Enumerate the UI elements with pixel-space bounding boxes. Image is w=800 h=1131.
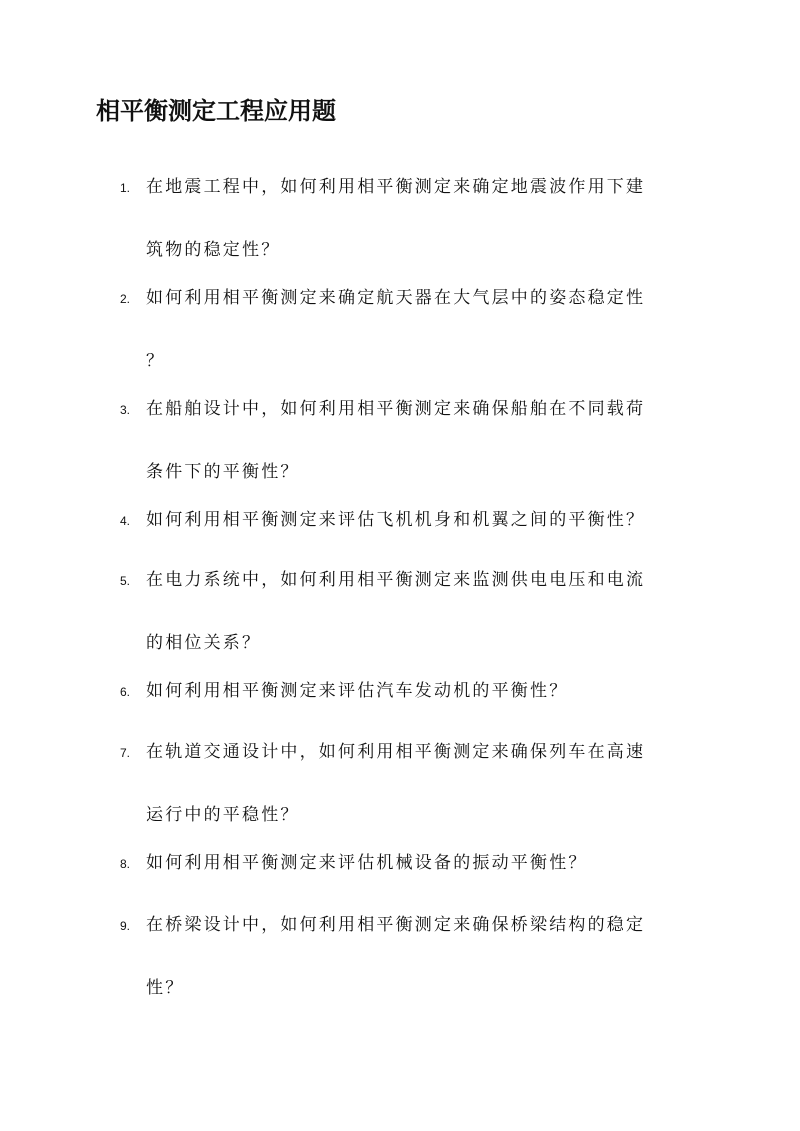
question-number: 3. [120, 403, 131, 417]
question-text-line: 在地震工程中，如何利用相平衡测定来确定地震波作用下建 [146, 177, 646, 197]
question-number: 8. [120, 857, 131, 871]
question-number: 6. [120, 685, 131, 699]
question-text-line: 在轨道交通设计中，如何利用相平衡测定来确保列车在高速 [146, 742, 646, 762]
question-text-line: 的相位关系？ [146, 633, 262, 653]
question-text-line: 性？ [146, 978, 185, 998]
question-text [146, 738, 706, 830]
question-text-line: 筑物的稳定性？ [146, 240, 281, 260]
question-text [146, 284, 706, 376]
question-number: 5. [120, 574, 131, 588]
question-text-line: 如何利用相平衡测定来评估飞机机身和机翼之间的平衡性？ [146, 510, 646, 530]
question-text-line: 条件下的平衡性？ [146, 462, 300, 482]
question-text-line: 在电力系统中，如何利用相平衡测定来监测供电电压和电流 [146, 570, 646, 590]
question-text-line: 如何利用相平衡测定来确定航天器在大气层中的姿态稳定性 [146, 288, 646, 308]
document-title: 相平衡测定工程应用题 [96, 96, 336, 125]
question-text-line: 运行中的平稳性？ [146, 805, 300, 825]
question-text-line: 在船舶设计中，如何利用相平衡测定来确保船舶在不同载荷 [146, 399, 646, 419]
question-text-line: 如何利用相平衡测定来评估汽车发动机的平衡性？ [146, 681, 569, 701]
question-text-line: 如何利用相平衡测定来评估机械设备的振动平衡性？ [146, 853, 588, 873]
question-text [146, 566, 706, 658]
question-text-line: 在桥梁设计中，如何利用相平衡测定来确保桥梁结构的稳定 [146, 915, 646, 935]
question-text [146, 506, 706, 535]
question-number: 4. [120, 514, 131, 528]
question-text [146, 911, 706, 1003]
question-number: 2. [120, 292, 131, 306]
question-number: 7. [120, 746, 131, 760]
question-text [146, 395, 706, 487]
question-text [146, 849, 706, 878]
question-text [146, 677, 706, 706]
question-text-line: ？ [146, 351, 166, 371]
question-number: 9. [120, 919, 131, 933]
question-number: 1. [120, 181, 131, 195]
question-text [146, 173, 706, 265]
